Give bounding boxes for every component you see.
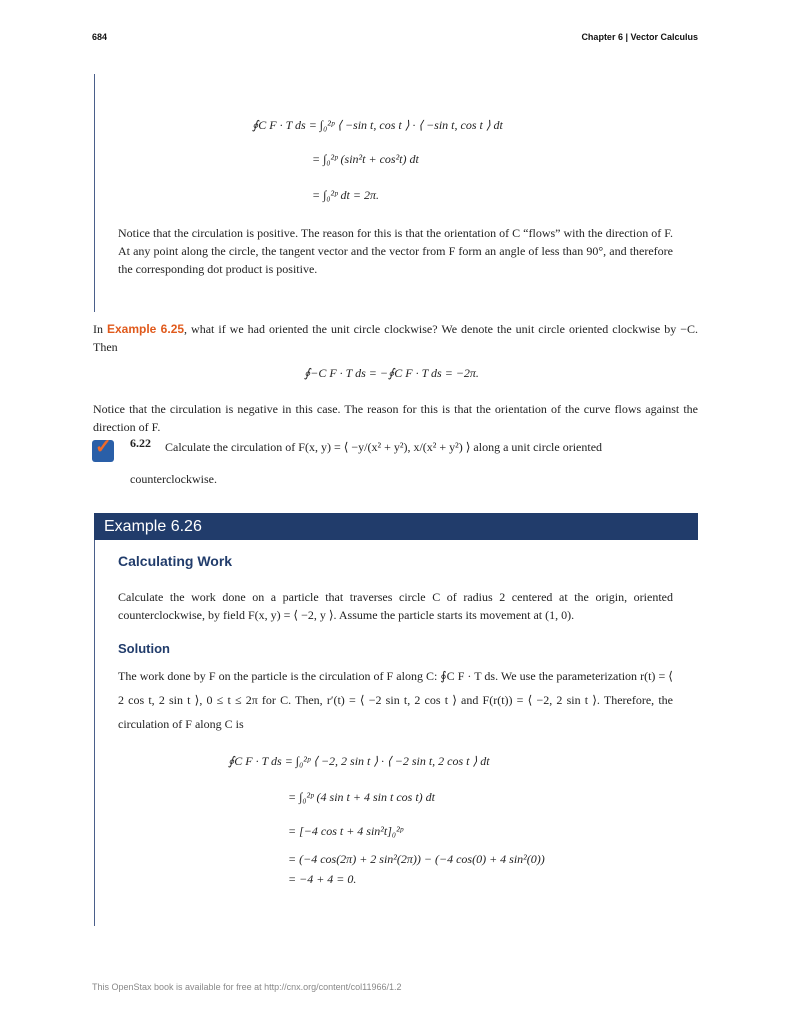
example-link[interactable]: Example 6.25 bbox=[107, 322, 185, 336]
equation-line: = ∫₀²ᵖ dt = 2π. bbox=[312, 188, 379, 202]
equation-line: ∮C F · T ds = ∫₀²ᵖ ⟨ −sin t, cos t ⟩ · ⟨ −sin t, cos t ⟩ dt bbox=[252, 118, 503, 132]
equation: ∮−C F · T ds = −∮C F · T ds = −2π. bbox=[304, 366, 479, 380]
equation-line: ∮C F · T ds = ∫₀²ᵖ ⟨ −2, 2 sin t ⟩ · ⟨ −2 sin t, 2 cos t ⟩ dt bbox=[228, 754, 490, 768]
notice-paragraph: Notice that the circulation is positive. The reason for this is that the orientation of C “flows” with the direction of F. At any point along the circle, the tangent vector and the vector from F form an angle of less than 90°, and therefore the corresponding dot product is positive. bbox=[118, 226, 673, 276]
text: In bbox=[93, 322, 107, 336]
footer-text: This OpenStax book is available for free at http://cnx.org/content/col11966/1.2 bbox=[92, 982, 402, 992]
example-heading: Calculating Work bbox=[118, 553, 233, 569]
problem-text: Calculate the work done on a particle that traverses circle C of radius 2 centered at the origin, oriented counterclockwise, by field F(x, y) = ⟨ −2, y ⟩. Assume the particle starts its movement at (1, 0). bbox=[118, 590, 673, 622]
example-rule bbox=[94, 540, 95, 926]
checkpoint-text: Calculate the circulation of F(x, y) = ⟨ −y/(x² + y²), x/(x² + y²) ⟩ along a unit circle oriented bbox=[165, 440, 603, 454]
chapter-title: Chapter 6 | Vector Calculus bbox=[581, 32, 698, 42]
equation-line: = ∫₀²ᵖ (sin²t + cos²t) dt bbox=[312, 152, 419, 166]
paragraph bbox=[93, 320, 698, 356]
solution-label: Solution bbox=[118, 641, 170, 656]
page-number: 684 bbox=[92, 32, 108, 42]
equation-line: = (−4 cos(2π) + 2 sin²(2π)) − (−4 cos(0) + 4 sin²(0)) bbox=[288, 852, 545, 866]
checkpoint-text: counterclockwise. bbox=[130, 472, 217, 486]
checkpoint-number: 6.22 bbox=[130, 436, 151, 450]
solution-text: The work done by F on the particle is the circulation of F along C: ∮C F · T ds. We use the parameterization r(t) = ⟨ 2 cos t, 2 sin t ⟩, 0 ≤ t ≤ 2π for C. Then, r′(t) = ⟨ −2 sin t, 2 cos t ⟩ and F(r(t)) = ⟨ −2, 2 sin t ⟩. Therefore, the circulation of F along C is bbox=[118, 669, 673, 731]
equation-line: = −4 + 4 = 0. bbox=[288, 872, 357, 886]
notice-paragraph: Notice that the circulation is negative in this case. The reason for this is that the orientation of the curve flows against the direction of F. bbox=[93, 402, 698, 434]
example-rule bbox=[94, 74, 95, 312]
equation-line: = ∫₀²ᵖ (4 sin t + 4 sin t cos t) dt bbox=[288, 790, 435, 804]
equation-line: = [−4 cos t + 4 sin²t]₀²ᵖ bbox=[288, 824, 404, 838]
text: , what if we had oriented the unit circle clockwise? We denote the unit circle oriented clockwise by −C. Then bbox=[93, 322, 698, 354]
example-title-bar: Example 6.26 bbox=[94, 513, 698, 540]
checkpoint-icon: ✓ bbox=[92, 440, 114, 462]
